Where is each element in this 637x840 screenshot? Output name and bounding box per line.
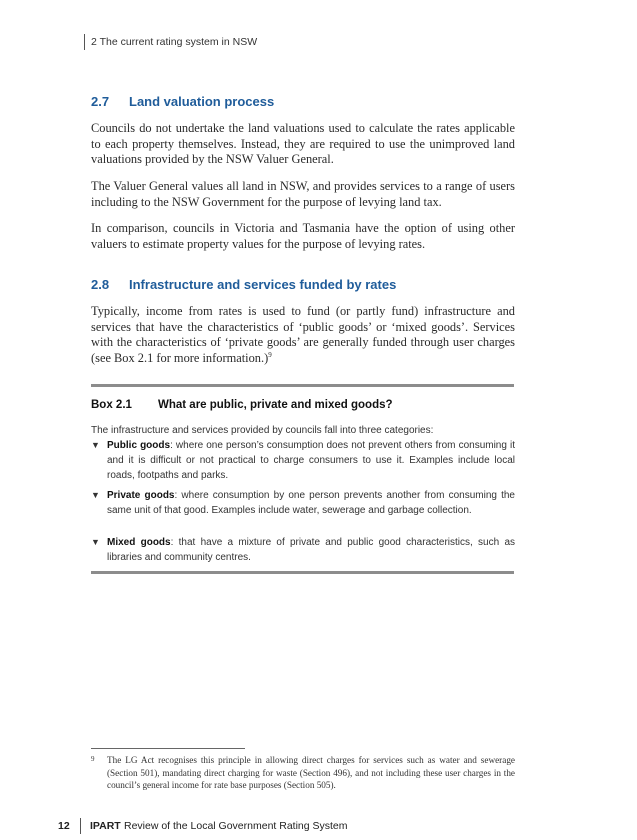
triangle-bullet-icon: ▼ [91,440,100,450]
list-item [91,535,515,565]
running-header [84,34,257,50]
triangle-bullet-icon: ▼ [91,490,100,500]
section-title: Land valuation process [129,94,275,109]
box-number: Box 2.1 [91,399,132,411]
page-footer [58,818,348,834]
box-top-rule [91,384,514,387]
paragraph [91,304,515,366]
footer-publication-title: Review of the Local Government Rating System [124,820,348,832]
paragraph: The Valuer General values all land in NSW, and provides services to a range of users including to the NSW Government for the purpose of levying land tax. [91,179,515,209]
footnote-rule [91,748,245,749]
list-item-description: : where consumption by one person prevents another from consuming the same unit of that good. Examples include water, sewerage and garbage collection. [107,490,515,516]
list-item-text [107,438,515,483]
box-intro: The infrastructure and services provided by councils fall into three categories: [91,425,434,436]
footnote [91,754,515,792]
box-title-text: What are public, private and mixed goods? [158,399,393,411]
triangle-bullet-icon: ▼ [91,537,100,547]
box-bottom-rule [91,571,514,574]
list-item-text [107,488,515,518]
section-number: 2.8 [91,277,110,292]
section-2-8-heading [91,277,396,293]
section-2-7-heading [91,94,274,110]
footer-divider [80,818,81,834]
box-title [91,398,393,412]
paragraph: Councils do not undertake the land valuations used to calculate the rates applicable to each property themselves. Instead, they are required to use the unimproved land valuations provided by the NSW Valuer General. [91,121,515,167]
page-number: 12 [58,820,70,832]
paragraph: In comparison, councils in Victoria and Tasmania have the option of using other valuers to estimate property values for the purpose of levying rates. [91,221,515,251]
list-item [91,488,515,518]
footer-organisation: IPART [90,820,121,832]
list-item-description: : where one person’s consumption does not prevent others from consuming it and it is difficult or not practical to charge consumers to use it. Examples include local roads, footpaths and parks. [107,440,515,481]
footnote-reference[interactable]: 9 [268,350,272,359]
list-item-term: Mixed goods [107,537,171,548]
list-item-text [107,535,515,565]
paragraph-text: Typically, income from rates is used to fund (or partly fund) infrastructure and services that have the characteristics of ‘public goods’ or ‘mixed goods’. Services with the characteristics of ‘private goods’ are generally funded through user charges (see Box 2.1 for more information.) [91,304,515,365]
section-title: Infrastructure and services funded by rates [129,277,397,292]
running-header-title: 2 The current rating system in NSW [91,36,258,48]
list-item [91,438,515,483]
footnote-number: 9 [91,755,95,763]
section-number: 2.7 [91,94,110,109]
footnote-text: The LG Act recognises this principle in allowing direct charges for services such as water and sewerage (Section 501), mandating direct charging for waste (Section 496), and not including these user charges in the council’s general income for rate base purposes (Section 505). [107,755,515,791]
list-item-description: : that have a mixture of private and public good characteristics, such as libraries and community centres. [107,537,516,563]
list-item-term: Private goods [107,490,175,501]
list-item-term: Public goods [107,440,171,451]
